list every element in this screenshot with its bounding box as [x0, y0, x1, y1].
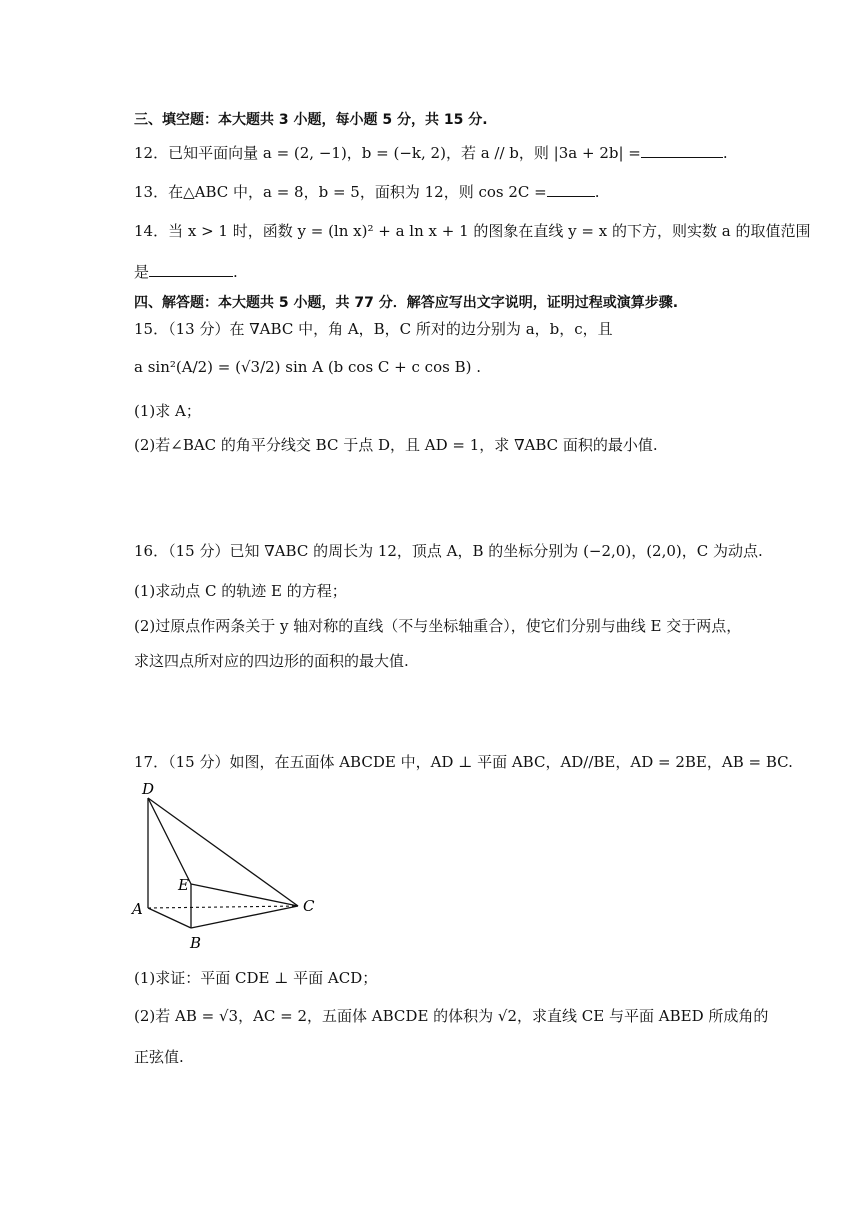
edge-ac-hidden: [148, 906, 298, 908]
pentahedron-figure: [128, 778, 328, 953]
question-15-intro: 15．（13 分）在 ∇ABC 中，角 A，B，C 所对的边分别为 a，b，c，且: [134, 320, 613, 338]
question-15-part-2: (2)若∠BAC 的角平分线交 BC 于点 D，且 AD = 1，求 ∇ABC 面积的最小值.: [134, 436, 658, 454]
q12-text: 12．已知平面向量 a = (2, −1)，b = (−k, 2)，若 a // b，则 |3a + 2b| =: [134, 144, 641, 162]
edge-ab: [148, 908, 191, 928]
question-17-intro: 17．（15 分）如图，在五面体 ABCDE 中，AD ⊥ 平面 ABC，AD//BE，AD = 2BE，AB = BC.: [134, 753, 793, 771]
question-14-line1: 14．当 x > 1 时，函数 y = (ln x)² + a ln x + 1 的图象在直线 y = x 的下方，则实数 a 的取值范围: [134, 222, 811, 240]
question-16-part-2a: (2)过原点作两条关于 y 轴对称的直线（不与坐标轴重合），使它们分别与曲线 E 交于两点，: [134, 617, 742, 635]
question-15-formula: a sin²(A/2) = (√3/2) sin A (b cos C + c cos B) .: [134, 358, 481, 376]
label-a: A: [132, 900, 143, 918]
question-17-part-2a: (2)若 AB = √3，AC = 2，五面体 ABCDE 的体积为 √2，求直线 CE 与平面 ABED 所成角的: [134, 1007, 769, 1025]
question-16-intro: 16．（15 分）已知 ∇ABC 的周长为 12，顶点 A，B 的坐标分别为 (−2,0)，(2,0)，C 为动点.: [134, 542, 763, 560]
label-e: E: [178, 876, 189, 894]
question-17-part-1: (1)求证：平面 CDE ⊥ 平面 ACD；: [134, 969, 378, 987]
section-3-heading: 三、填空题：本大题共 3 小题，每小题 5 分，共 15 分.: [134, 112, 488, 128]
q13-text: 13．在△ABC 中，a = 8，b = 5，面积为 12，则 cos 2C =: [134, 183, 547, 201]
edge-dc: [148, 798, 298, 906]
q13-end: .: [594, 183, 600, 201]
q14-text-2: 是: [134, 263, 150, 281]
question-15-part-1: (1)求 A；: [134, 402, 201, 420]
q14-end: .: [233, 263, 238, 281]
label-b: B: [190, 934, 202, 952]
label-c: C: [303, 897, 315, 915]
question-14-line2: [134, 261, 238, 282]
edge-de: [148, 798, 191, 884]
question-12: [134, 142, 728, 163]
q14-answer-blank[interactable]: [149, 262, 233, 277]
q12-end: .: [722, 144, 728, 162]
question-16-part-1: (1)求动点 C 的轨迹 E 的方程；: [134, 582, 347, 600]
q12-answer-blank[interactable]: [641, 143, 723, 158]
section-4-heading: 四、解答题：本大题共 5 小题，共 77 分．解答应写出文字说明，证明过程或演算步骤.: [134, 295, 679, 311]
question-16-part-2b: 求这四点所对应的四边形的面积的最大值.: [134, 652, 409, 670]
question-13: [134, 181, 600, 202]
q13-answer-blank[interactable]: [547, 182, 595, 197]
label-d: D: [142, 780, 155, 798]
question-17-part-2b: 正弦值.: [134, 1048, 184, 1066]
edge-bc: [191, 906, 298, 928]
